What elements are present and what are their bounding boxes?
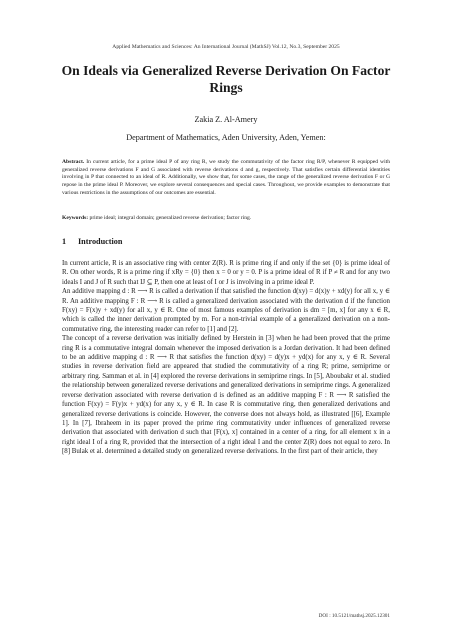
body-text: [62, 259, 390, 457]
keywords: [62, 215, 390, 223]
author-name: Zakia Z. Al-Amery: [194, 115, 258, 124]
abstract-text: In current article, for a prime ideal P of any ring R, we study the commutativity of the factor ring R/P, whenever R equipped with generalized reverse derivations F and G associated with reverse derivations d and g, respectively. That satisfies certain differential identities involving in P that connected to an ideal of R. Additionally, we show that, for some cases, the range of the generalized reverse derivation F or G repose in the prime ideal P. Moreover, we explore several consequences and special cases. Throughout, we provide examples to demonstrate that various restrictions in the assumptions of our outcomes are essential.: [62, 159, 390, 196]
paragraph-1: In current article, R is an associative ring with center Z(R). R is prime ring if and only if the set {0} is prime ideal of R. On other words, R is a prime ring if xRy = {0} then x = 0 or y = 0. P is a prime ideal of R if P ≠ R and for any two ideals I and J of R such that IJ ⊆ P, then one at least of I or J is involving in a prime ideal P.: [62, 260, 390, 286]
keywords-label: Keywords:: [62, 215, 89, 221]
doi-footer: DOI : 10.5121/mathsj.2025.12301: [318, 613, 390, 619]
author-affiliation: Department of Mathematics, Aden University, Aden, Yemen:: [126, 133, 326, 142]
section-title: Introduction: [78, 237, 123, 246]
abstract-label: Abstract.: [62, 159, 85, 165]
running-head: Applied Mathematics and Sciences: An International Journal (MathSJ) Vol.12, No.3, September 2025: [112, 44, 340, 50]
keywords-text: prime ideal; integral domain; generalized reverse derivation; factor ring.: [89, 215, 252, 221]
paper-title: On Ideals via Generalized Reverse Derivation On Factor Rings: [61, 63, 391, 95]
abstract: [62, 159, 390, 198]
section-heading: [62, 237, 390, 246]
paragraph-2: An additive mapping d : R ⟶ R is called a derivation if that satisfied the function d(xy) = d(x)y + xd(y) for all x, y ∈ R. An additive mapping F : R ⟶ R is called a generalized derivation associated with the derivation d if the function F(xy) = F(x)y + xd(y) for all x, y ∈ R. One of most famous examples of derivation is dm = [m, x] for any x ∈ R, which is called the inner derivation prompted by m. For a non-trivial example of a generalized derivation on a non-commutative ring, the interesting reader can refer to [1] and [2].: [62, 288, 390, 333]
paragraph-3: The concept of a reverse derivation was initially defined by Herstein in [3] when he had been proved that the prime ring R is a commutative integral domain whenever the imposed derivation is a Jordan derivation. It had been defined to be an additive mapping d : R ⟶ R that satisfies the function d(xy) = d(y)x + yd(x) for any x, y ∈ R. Several studies in reverse derivation field are appeared that studied the commutativity of a ring R; prime, semiprime or arbitrary ring. Samman et al. in [4] explored the reverse derivations in semiprime rings. In [5], Aboubakr et al. studied the relationship between generalized reverse derivations and generalized derivations in semiprime rings. A generalized reverse derivation associated with reverse derivation d is defined as an additive mapping F : R ⟶ R satisfied the function F(xy) = F(y)x + yd(x) for any x, y ∈ R. In case R is commutative ring, then generalized derivations and generalized reverse derivations is coincide. However, the converse does not always hold, as illustrated [[6], Example 1]. In [7], Ibraheem in its paper proved the prime ring commutativity under influences of generalized reverse derivation that associated with derivation d such that [F(x), x] contained in a center of a ring, for all element x in a right ideal I of a ring R, provided that the intersection of a right ideal I and the center Z(R) does not equal to zero. In [8] Bulak et al. determined a detailed study on generalized reverse derivations. In the first part of their article, they: [62, 335, 390, 456]
section-number: 1: [62, 237, 67, 246]
